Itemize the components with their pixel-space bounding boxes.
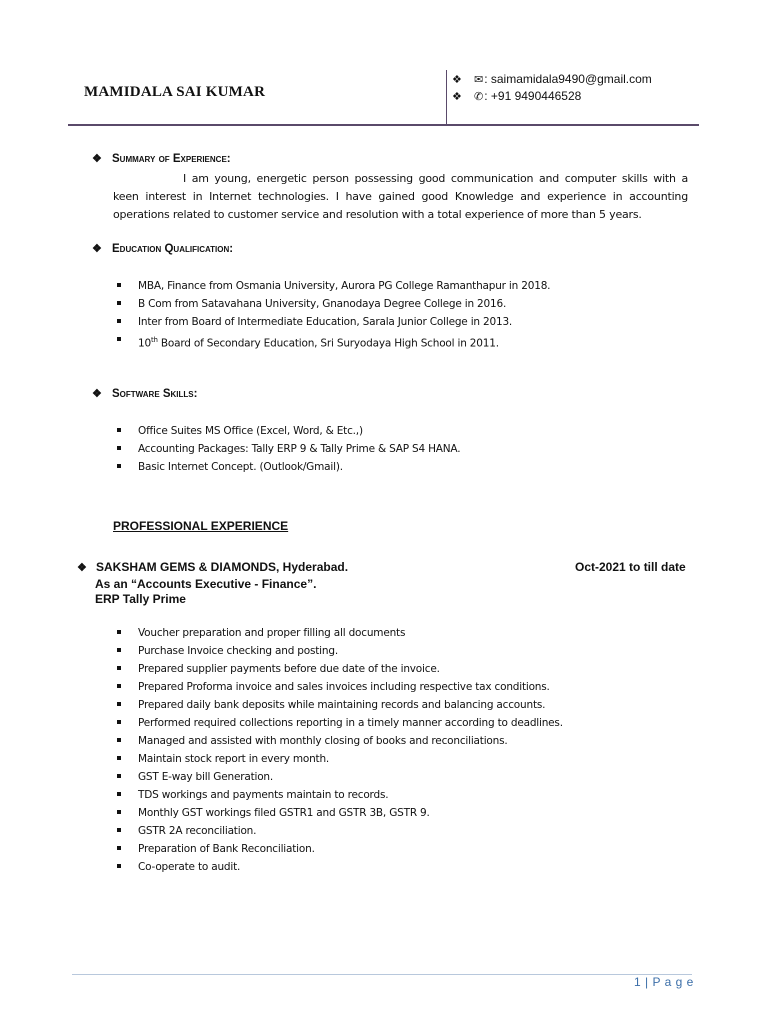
header-divider-vertical (446, 70, 447, 126)
square-bullet-icon (117, 828, 121, 832)
list-item: Voucher preparation and proper filling all documents (0, 624, 563, 642)
list-item: MBA, Finance from Osmania University, Aurora PG College Ramanthapur in 2018. (0, 277, 550, 295)
square-bullet-icon (117, 464, 121, 468)
list-item: Managed and assisted with monthly closing of books and reconciliations. (0, 732, 563, 750)
square-bullet-icon (117, 666, 121, 670)
square-bullet-icon (117, 684, 121, 688)
summary-paragraph (113, 170, 688, 224)
list-item: Prepared supplier payments before due date of the invoice. (0, 660, 563, 678)
company-row (77, 560, 348, 574)
square-bullet-icon (117, 720, 121, 724)
summary-text: I am young, energetic person possessing good communication and computer skills with a keen interest in Internet technologies. I have gained good Knowledge and experience in accounting operations related to customer service and resolution with a total experience of more than 5 years. (113, 172, 688, 221)
job-role: As an “Accounts Executive - Finance”. (95, 577, 317, 591)
experience-heading: PROFESSIONAL EXPERIENCE (113, 519, 289, 533)
list-item: Purchase Invoice checking and posting. (0, 642, 563, 660)
contact-email-row (452, 72, 652, 86)
page-number: 1 | P a g e (634, 975, 694, 989)
square-bullet-icon (117, 792, 121, 796)
list-item: Accounting Packages: Tally ERP 9 & Tally Prime & SAP S4 HANA. (0, 440, 460, 458)
diamond-bullet-icon: ❖ (92, 153, 102, 165)
contact-phone-row (452, 89, 581, 103)
skills-list (0, 422, 460, 476)
job-tool: ERP Tally Prime (95, 592, 186, 606)
employment-dates: Oct-2021 to till date (575, 560, 686, 574)
education-heading: Education Qualification: (112, 242, 234, 255)
list-item: Maintain stock report in every month. (0, 750, 563, 768)
diamond-bullet-icon: ❖ (452, 73, 462, 86)
list-item: Co-operate to audit. (0, 858, 563, 876)
square-bullet-icon (117, 864, 121, 868)
company-name: SAKSHAM GEMS & DIAMONDS, Hyderabad. (96, 560, 349, 574)
list-item: B Com from Satavahana University, Gnanodaya Degree College in 2016. (0, 295, 550, 313)
square-bullet-icon (117, 756, 121, 760)
list-item: Basic Internet Concept. (Outlook/Gmail). (0, 458, 460, 476)
skills-heading-row (92, 387, 197, 400)
list-item: Preparation of Bank Reconciliation. (0, 840, 563, 858)
education-list (0, 277, 550, 349)
contact-phone: : +91 9490446528 (484, 89, 582, 103)
candidate-name: MAMIDALA SAI KUMAR (84, 84, 266, 100)
list-item: TDS workings and payments maintain to records. (0, 786, 563, 804)
list-item: Office Suites MS Office (Excel, Word, & Etc.,) (0, 422, 460, 440)
diamond-bullet-icon: ❖ (92, 243, 102, 255)
square-bullet-icon (117, 774, 121, 778)
skills-heading: Software Skills: (112, 387, 198, 400)
list-item: Performed required collections reporting in a timely manner according to deadlines. (0, 714, 563, 732)
list-item: GSTR 2A reconciliation. (0, 822, 563, 840)
square-bullet-icon (117, 810, 121, 814)
square-bullet-icon (117, 428, 121, 432)
list-item: GST E-way bill Generation. (0, 768, 563, 786)
list-item: 10th Board of Secondary Education, Sri Suryodaya High School in 2011. (0, 331, 550, 349)
envelope-icon: ✉ (474, 73, 484, 86)
square-bullet-icon (117, 630, 121, 634)
contact-email: : saimamidala9490@gmail.com (484, 72, 652, 86)
square-bullet-icon (117, 283, 121, 287)
diamond-bullet-icon: ❖ (77, 561, 87, 574)
header-divider-horizontal (68, 124, 699, 126)
square-bullet-icon (117, 846, 121, 850)
experience-list (0, 624, 563, 876)
list-item: Prepared daily bank deposits while maintaining records and balancing accounts. (0, 696, 563, 714)
square-bullet-icon (117, 648, 121, 652)
square-bullet-icon (117, 337, 121, 341)
summary-heading: Summary of Experience: (112, 152, 231, 165)
list-item: Prepared Proforma invoice and sales invoices including respective tax conditions. (0, 678, 563, 696)
square-bullet-icon (117, 301, 121, 305)
summary-heading-row (92, 152, 231, 165)
square-bullet-icon (117, 446, 121, 450)
list-item: Monthly GST workings filed GSTR1 and GSTR 3B, GSTR 9. (0, 804, 563, 822)
diamond-bullet-icon: ❖ (452, 90, 462, 103)
list-item: Inter from Board of Intermediate Education, Sarala Junior College in 2013. (0, 313, 550, 331)
diamond-bullet-icon: ❖ (92, 388, 102, 400)
education-heading-row (92, 242, 233, 255)
phone-icon: ✆ (474, 90, 484, 103)
square-bullet-icon (117, 702, 121, 706)
footer-divider (72, 974, 692, 975)
square-bullet-icon (117, 738, 121, 742)
square-bullet-icon (117, 319, 121, 323)
